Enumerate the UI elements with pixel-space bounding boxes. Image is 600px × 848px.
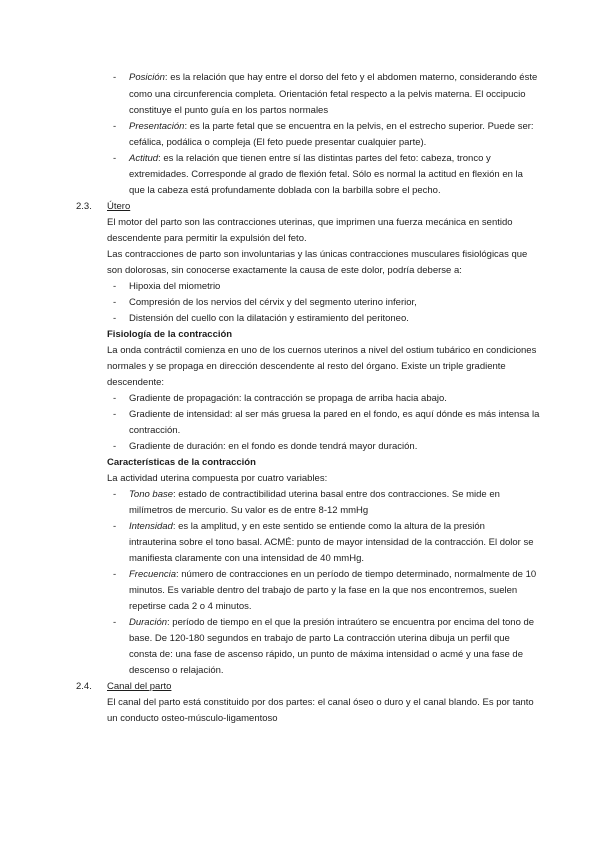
cause-item: Distensión del cuello con la dilatación y estiramiento del peritoneo. (129, 313, 409, 324)
variable-tono-line-1 (129, 489, 500, 501)
text: : es la relación que hay entre el dorso del feto y el abdomen materno, considerando éste (164, 72, 538, 83)
paragraph-line: descendente para permitir la expulsión del feto. (107, 233, 307, 244)
bullet-dash: - (113, 313, 117, 324)
text: : es la parte fetal que se encuentra en la pelvis, en el estrecho superior. Puede ser: (184, 121, 534, 132)
variable-duracion-line-1 (129, 617, 534, 629)
gradient-item-cont: contracción. (129, 425, 181, 436)
text: : estado de contractibilidad uterina basal entre dos contracciones. Se mide en (173, 489, 500, 500)
bullet-posicion-line-2: como una circunferencia completa. Orientación fetal respecto a la pelvis materna. El occipucio (129, 89, 526, 100)
text: : es la relación que tienen entre sí las distintas partes del feto: cabeza, tronco y (158, 153, 491, 164)
term-posicion: Posición (129, 72, 165, 83)
variable-duracion-line-4: descenso o relajación. (129, 665, 224, 676)
subheading-caracteristicas: Características de la contracción (107, 457, 256, 468)
bullet-presentacion-line-1 (129, 121, 534, 133)
bullet-dash: - (113, 409, 117, 420)
gradient-item: Gradiente de propagación: la contracción se propaga de arriba hacia abajo. (129, 393, 447, 404)
variable-duracion-line-3: consta de: una fase de ascenso rápido, un punto de máxima intensidad o acmé y una fase de (129, 649, 523, 660)
bullet-dash: - (113, 153, 117, 164)
term: Intensidad (129, 521, 173, 532)
text: : período de tiempo en el que la presión intraútero se encuentra por encima del tono de (167, 617, 535, 628)
variable-frecuencia-line-3: repetirse cada 2 o 4 minutos. (129, 601, 252, 612)
variable-duracion-line-2: base. De 120-180 segundos en trabajo de parto La contracción uterina dibuja un perfil que (129, 633, 510, 644)
cause-item: Compresión de los nervios del cérvix y del segmento uterino inferior, (129, 297, 417, 308)
paragraph-line: normales y se propaga en dirección descendente al resto del órgano. Existe un triple gradiente (107, 361, 506, 372)
paragraph-line: Las contracciones de parto son involuntarias y las únicas contracciones musculares fisiológicas que (107, 249, 528, 260)
term: Presentación (129, 121, 185, 132)
bullet-posicion-line-3: constituye el punto guía en los partos normales (129, 105, 329, 116)
text: : número de contracciones en un período de tiempo determinado, normalmente de 10 (176, 569, 537, 580)
bullet-dash: - (113, 72, 117, 83)
subheading-fisiologia: Fisiología de la contracción (107, 329, 233, 340)
variable-frecuencia-line-1 (129, 569, 536, 581)
bullet-dash: - (113, 521, 117, 532)
paragraph-line: El canal del parto está constituido por dos partes: el canal óseo o duro y el canal blando. Es por tanto (107, 697, 534, 708)
text: : es la amplitud, y en este sentido se entiende como la altura de la presión (172, 521, 485, 532)
variable-tono-line-2: milímetros de mercurio. Su valor es de entre 8-12 mmHg (129, 505, 369, 516)
gradient-item: Gradiente de intensidad: al ser más gruesa la pared en el fondo, es aquí dónde es más intensa la (129, 409, 540, 420)
bullet-dash: - (113, 441, 117, 452)
bullet-actitud-line-2: extremidades. Corresponde al grado de flexión fetal. Sólo es normal la actitud en flexión en la (129, 169, 523, 180)
bullet-presentacion-line-2: cefálica, podálica o compleja (El feto puede presentar cualquier parte). (129, 137, 427, 148)
gradient-item: Gradiente de duración: en el fondo es donde tendrá mayor duración. (129, 441, 418, 452)
paragraph-line: descendente: (107, 377, 165, 388)
term: Tono base (129, 489, 174, 500)
paragraph-line: son dolorosas, sin conocerse exactamente la causa de este dolor, podría deberse a: (107, 265, 462, 276)
bullet-dash: - (113, 569, 117, 580)
bullet-actitud-line-3: que la cabeza está profundamente doblada con la barbilla sobre el pecho. (129, 185, 441, 196)
bullet-actitud-line-1 (129, 153, 491, 165)
term: Duración (129, 617, 168, 628)
paragraph-line: El motor del parto son las contracciones uterinas, que imprimen una fuerza mecánica en sentido (107, 217, 513, 228)
bullet-dash: - (113, 617, 117, 628)
section-title-utero: Útero (107, 201, 131, 212)
term: Frecuencia (129, 569, 176, 580)
section-number-2-4: 2.4. (76, 681, 92, 692)
variable-intensidad-line-1 (129, 521, 485, 533)
variable-intensidad-line-2: intrauterina sobre el tono basal. ACMÉ: punto de mayor intensidad de la contracción. El dolor se (129, 537, 534, 548)
paragraph-line: un conducto osteo-músculo-ligamentoso (107, 713, 278, 724)
variable-intensidad-line-3: manifiesta claramente con una intensidad de 40 mmHg. (129, 553, 364, 564)
variable-frecuencia-line-2: minutos. Es variable dentro del trabajo de parto y la fase en la que nos encontremos, suelen (129, 585, 518, 596)
bullet-dash: - (113, 489, 117, 500)
bullet-dash: - (113, 121, 117, 132)
term: Actitud (129, 153, 159, 164)
bullet-dash: - (113, 281, 117, 292)
bullet-posicion-line-1 (129, 72, 537, 84)
bullet-dash: - (113, 393, 117, 404)
section-title-canal-del-parto: Canal del parto (107, 681, 172, 692)
section-number-2-3: 2.3. (76, 201, 92, 212)
paragraph-line: La onda contráctil comienza en uno de los cuernos uterinos a nivel del ostium tubárico en condiciones (107, 345, 537, 356)
cause-item: Hipoxia del miometrio (129, 281, 221, 292)
bullet-dash: - (113, 297, 117, 308)
paragraph-line: La actividad uterina compuesta por cuatro variables: (107, 473, 328, 484)
